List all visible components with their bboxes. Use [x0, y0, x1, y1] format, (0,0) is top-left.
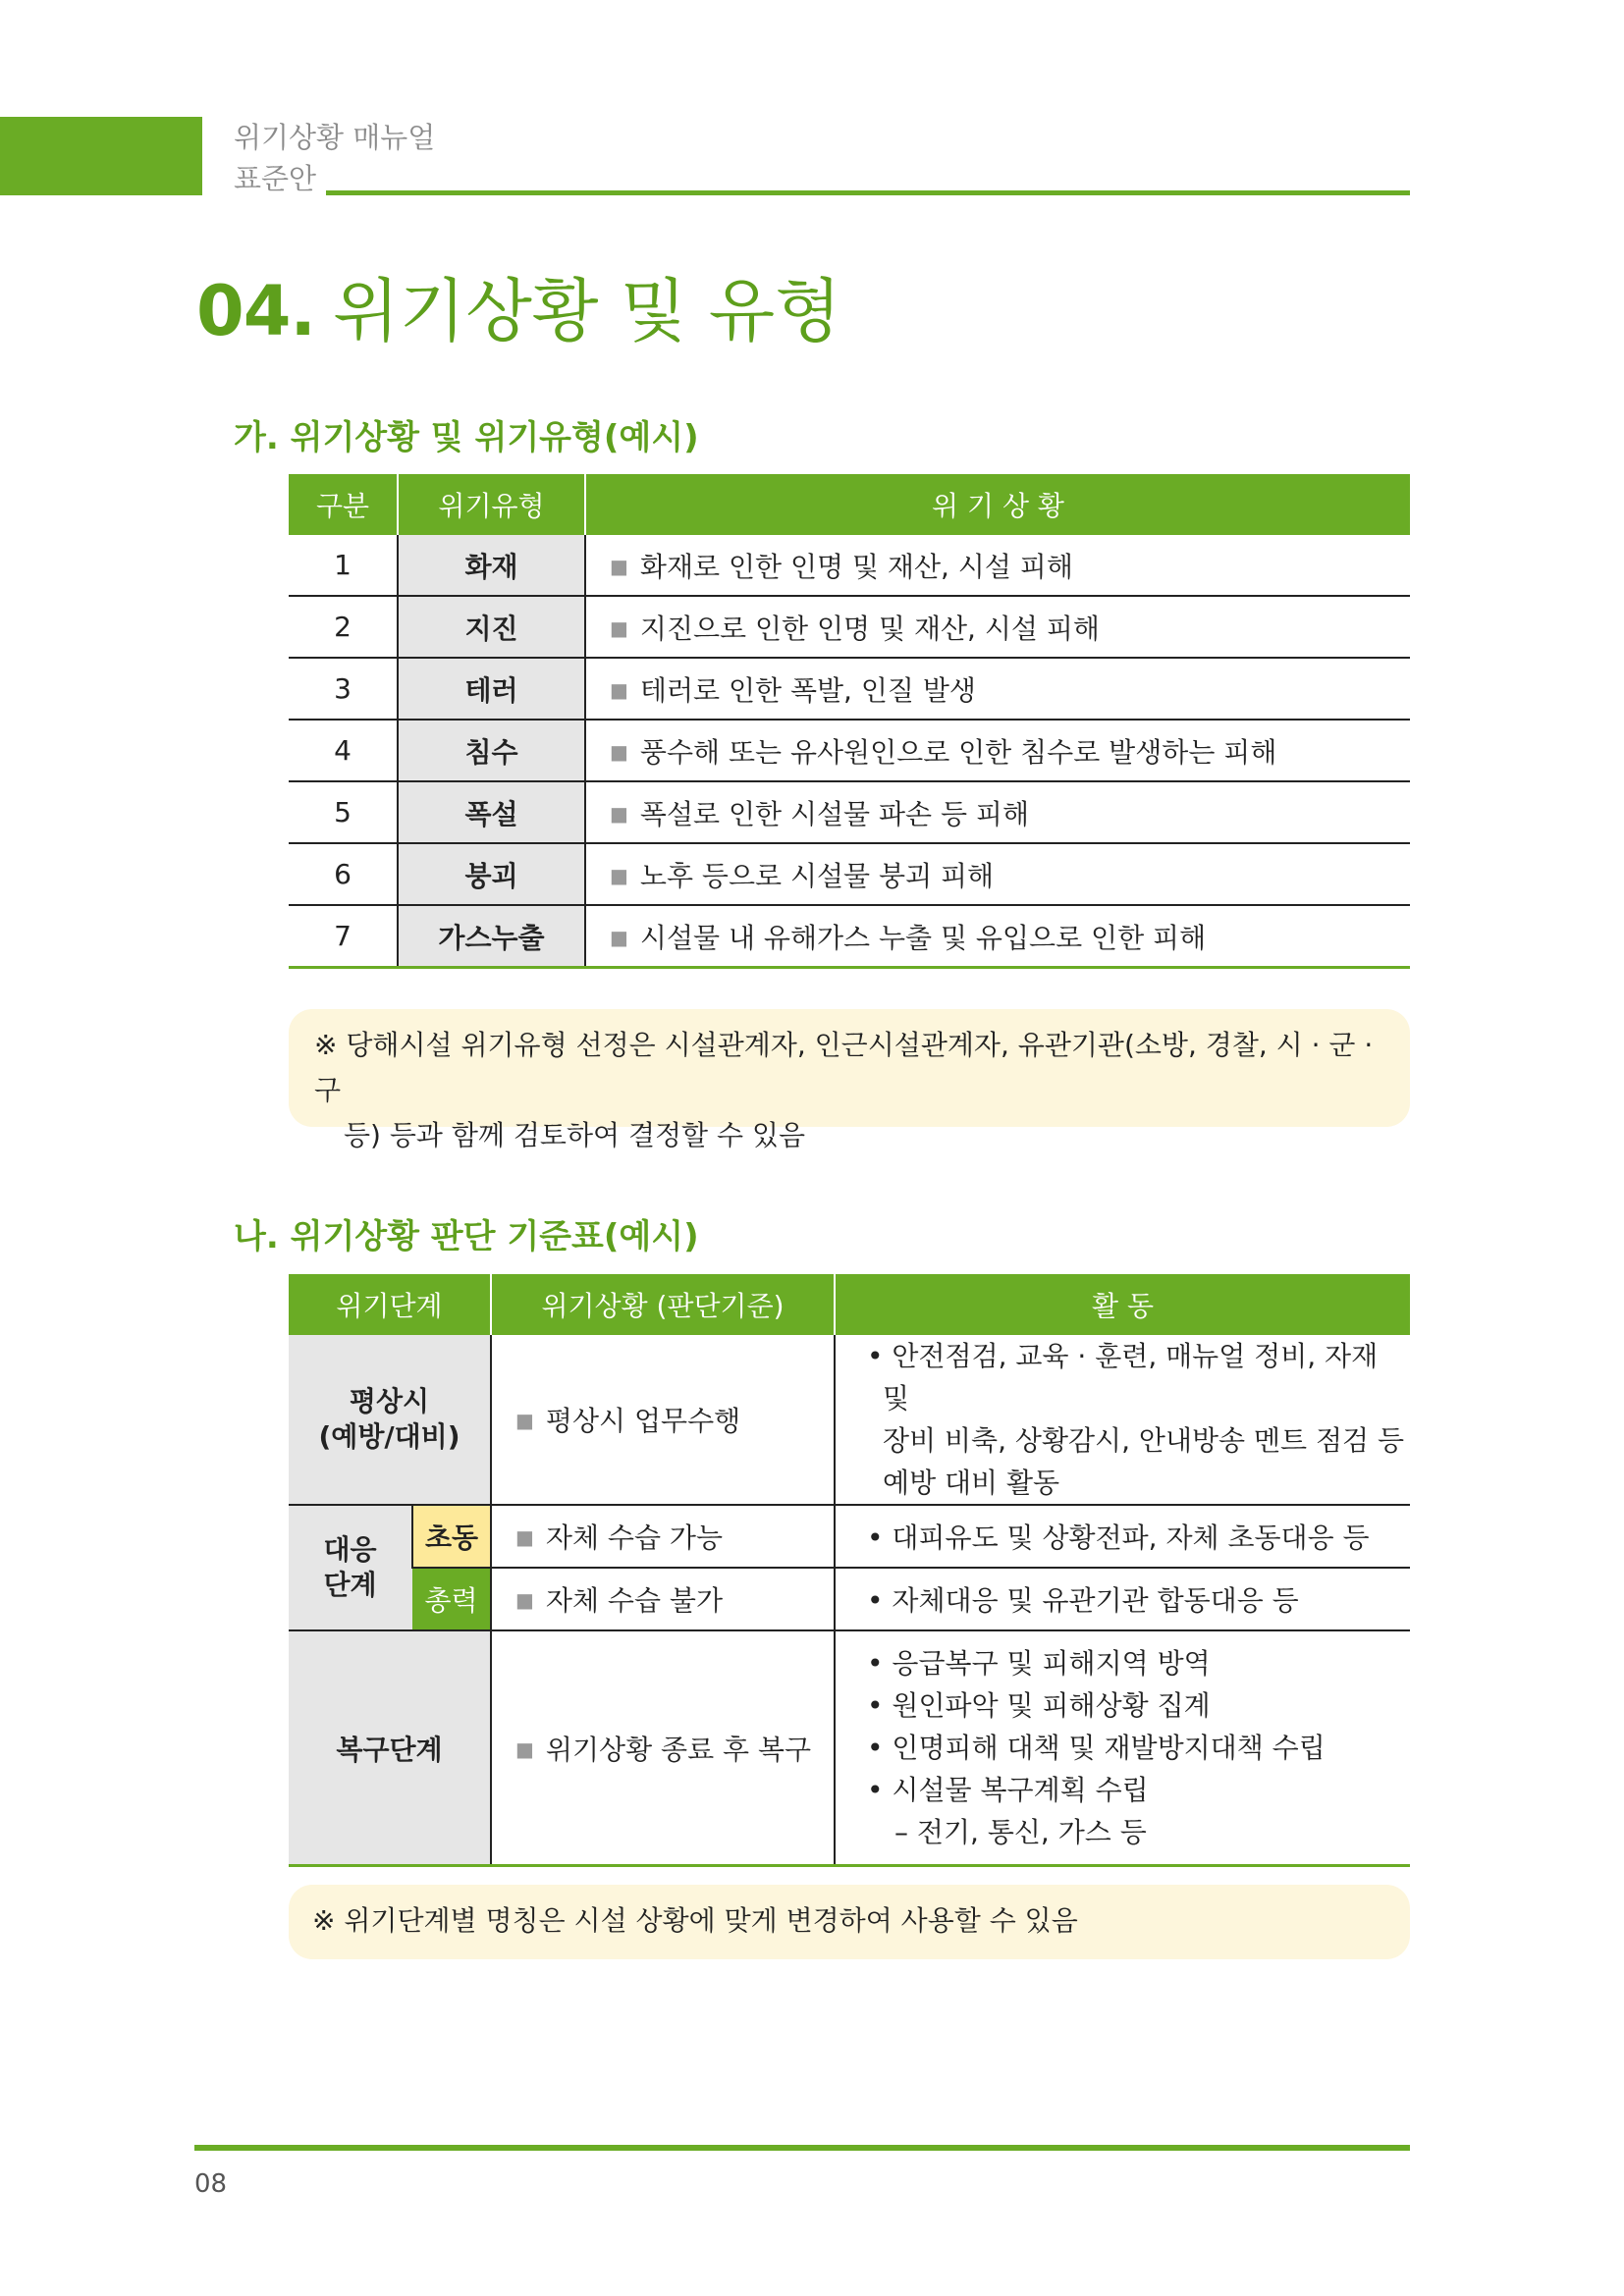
square-bullet-icon: ■	[610, 677, 628, 702]
row-type: 지진	[398, 596, 585, 658]
row-number: 5	[289, 781, 398, 843]
col-header-situation: 위 기 상 황	[585, 474, 1410, 535]
square-bullet-icon: ■	[610, 739, 628, 764]
stage-peace: 평상시 (예방/대비)	[289, 1335, 491, 1505]
note-line: 등) 등과 함께 검토하여 결정할 수 있음	[344, 1119, 806, 1151]
col-header-activity: 활 동	[835, 1274, 1410, 1335]
row-type: 가스누출	[398, 905, 585, 968]
table-row	[289, 596, 1410, 658]
table-row	[289, 905, 1410, 968]
square-bullet-icon: ■	[515, 1588, 534, 1612]
activity-peace: • 안전점검, 교육 · 훈련, 매뉴얼 정비, 자재 및 장비 비축, 상황감시, 안내방송 멘트 점검 등 예방 대비 활동	[835, 1335, 1410, 1505]
col-header-criterion: 위기상황 (판단기준)	[491, 1274, 835, 1335]
square-bullet-icon: ■	[610, 615, 628, 640]
stage-recovery: 복구단계	[289, 1630, 491, 1866]
table-row-peace	[289, 1335, 1410, 1505]
row-type: 붕괴	[398, 843, 585, 905]
activity-initial: • 대피유도 및 상황전파, 자체 초동대응 등	[835, 1505, 1410, 1568]
stage-full-label: 총력	[412, 1568, 491, 1630]
row-description: ■ 시설물 내 유해가스 누출 및 유입으로 인한 피해	[585, 905, 1410, 968]
crisis-judgment-table	[289, 1274, 1410, 1867]
row-number: 2	[289, 596, 398, 658]
row-number: 7	[289, 905, 398, 968]
table-row-response-initial	[289, 1505, 1410, 1568]
row-number: 6	[289, 843, 398, 905]
col-header-no: 구분	[289, 474, 398, 535]
square-bullet-icon: ■	[515, 1736, 534, 1761]
section-b-title: 나. 위기상황 판단 기준표(예시)	[234, 1217, 699, 1256]
row-description: ■ 화재로 인한 인명 및 재산, 시설 피해	[585, 535, 1410, 596]
table-row-response-full	[289, 1568, 1410, 1630]
row-description: ■ 테러로 인한 폭발, 인질 발생	[585, 658, 1410, 720]
square-bullet-icon: ■	[610, 925, 628, 949]
header-subtitle: 표준안	[234, 162, 317, 195]
table-row	[289, 781, 1410, 843]
square-bullet-icon: ■	[610, 801, 628, 826]
chapter-heading	[196, 267, 841, 355]
row-number: 4	[289, 720, 398, 781]
header-green-block	[0, 117, 202, 195]
footer-rule	[194, 2145, 1410, 2151]
activity-recovery: • 응급복구 및 피해지역 방역 • 원인파악 및 피해상황 집계 • 인명피해 대책 및 재발방지대책 수립 • 시설물 복구계획 수립 – 전기, 통신, 가스 등	[835, 1630, 1410, 1866]
row-description: ■ 폭설로 인한 시설물 파손 등 피해	[585, 781, 1410, 843]
section-a-title: 가. 위기상황 및 위기유형(예시)	[234, 418, 699, 457]
chapter-number: 04.	[196, 271, 316, 351]
criterion-full: ■ 자체 수습 불가	[491, 1568, 835, 1630]
row-number: 1	[289, 535, 398, 596]
stage-initial-label: 초동	[412, 1505, 491, 1568]
note-line: ※ 당해시설 위기유형 선정은 시설관계자, 인근시설관계자, 유관기관(소방, 경찰, 시 · 군 · 구	[314, 1029, 1374, 1106]
page-number: 08	[194, 2169, 228, 2199]
row-description: ■ 풍수해 또는 유사원인으로 인한 침수로 발생하는 피해	[585, 720, 1410, 781]
row-type: 화재	[398, 535, 585, 596]
col-header-type: 위기유형	[398, 474, 585, 535]
table-row	[289, 658, 1410, 720]
header-manual-title: 위기상황 매뉴얼	[234, 121, 436, 154]
chapter-title: 위기상황 및 유형	[333, 271, 841, 351]
criterion-initial: ■ 자체 수습 가능	[491, 1505, 835, 1568]
row-number: 3	[289, 658, 398, 720]
row-description: ■ 노후 등으로 시설물 붕괴 피해	[585, 843, 1410, 905]
note-line: ※ 위기단계별 명칭은 시설 상황에 맞게 변경하여 사용할 수 있음	[312, 1904, 1078, 1937]
section-a-note	[289, 1009, 1410, 1151]
table-header-row	[289, 474, 1410, 535]
square-bullet-icon: ■	[610, 554, 628, 578]
table-row	[289, 720, 1410, 781]
row-type: 테러	[398, 658, 585, 720]
col-header-stage: 위기단계	[289, 1274, 491, 1335]
stage-response: 대응 단계	[289, 1505, 412, 1630]
square-bullet-icon: ■	[515, 1409, 534, 1432]
criterion-recovery: ■ 위기상황 종료 후 복구	[491, 1630, 835, 1866]
square-bullet-icon: ■	[515, 1525, 534, 1549]
header-rule	[326, 190, 1410, 195]
table-row	[289, 535, 1410, 596]
row-description: ■ 지진으로 인한 인명 및 재산, 시설 피해	[585, 596, 1410, 658]
activity-full: • 자체대응 및 유관기관 합동대응 등	[835, 1568, 1410, 1630]
table-row-recovery	[289, 1630, 1410, 1866]
row-type: 폭설	[398, 781, 585, 843]
table-header-row	[289, 1274, 1410, 1335]
criterion-peace: ■ 평상시 업무수행	[491, 1335, 835, 1505]
square-bullet-icon: ■	[610, 863, 628, 887]
table-row	[289, 843, 1410, 905]
crisis-type-table	[289, 474, 1410, 969]
row-type: 침수	[398, 720, 585, 781]
section-b-note	[289, 1885, 1410, 1959]
